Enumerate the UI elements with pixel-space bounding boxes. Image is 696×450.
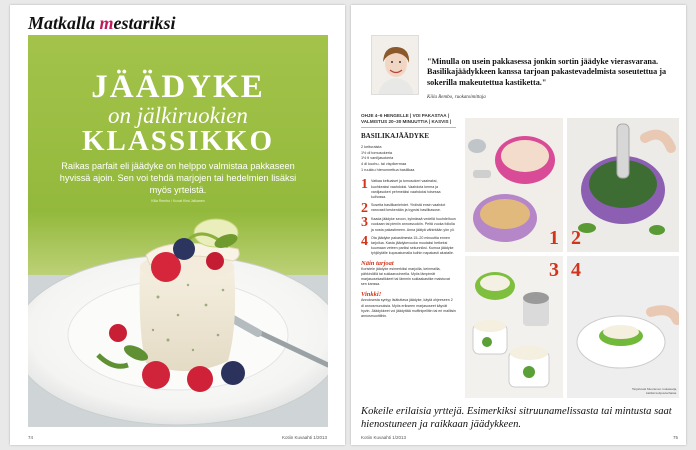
- section-title-accent: m: [99, 13, 114, 33]
- page-number-right: 75: [672, 435, 678, 440]
- pull-quote: "Minulla on usein pakkasessa jonkin sortin jäädyke vierasvarana. Basilikajäädykkeen kanssa tarjoan pakastevadelmista soseutettua ja sokerilla makeutettua kastiketta.": [427, 57, 667, 87]
- unmolding-image: [567, 256, 679, 398]
- step-text: Ota jäädyke pakastimesta 15–20 minuuttia ennen tarjoilua. Kasta jäädykevuoka muutaksi hetkeksi kuumaan veteen pariksi sekunniksi. Kumoa jäädyke tyhjiöytälle kupaustumalla kuihin napakasti alustalle.: [371, 235, 454, 256]
- page-number-left: 74: [28, 435, 34, 440]
- left-page: [10, 5, 345, 445]
- blender-image: [567, 118, 679, 252]
- magazine-spread: [10, 5, 686, 445]
- step-number: 1: [361, 177, 368, 193]
- closing-caption: Kokeile erilaisia yrttejä. Esimerkiksi sitruunamelissasta tai mintusta saat hienostuneen ja raikkaan jäädykkeen.: [361, 406, 672, 431]
- step-text: Kaada jäädyke seoon, kylmässä vedellä huuhdeltuun vuokaan tai pieniin annosvuokiin. Peitä vuoka foliolla ja nosta pakastimeen. Anna jäätyä vähintään yön yli.: [371, 217, 456, 232]
- hero-photo: [28, 35, 328, 427]
- step-photo-4: [567, 256, 679, 398]
- photo-badge-3: 3: [549, 259, 559, 281]
- ingredient-item: 2 kelturaista: [361, 145, 382, 149]
- right-page: [351, 5, 686, 445]
- ingredients-list: [361, 145, 456, 173]
- tip-title-hint: Vinkki!: [361, 291, 382, 299]
- portrait-image: [372, 36, 419, 95]
- recipe-step: [361, 201, 456, 217]
- photo-prop-credit: Tarjoiluvati Muuramen ruokasarja, kattilat kotipuutarhasta.: [631, 387, 677, 396]
- photo-badge-4: 4: [571, 259, 581, 281]
- headline: [28, 71, 328, 156]
- photo-credit: Kiila Rembo / Kuvat Kirsi Jalkanen: [151, 199, 205, 203]
- ingredient-item: 1 ruukku hienonnettua basilikaa: [361, 167, 415, 172]
- ingredient-item: 1½ tl vaniljasokeria: [361, 156, 394, 161]
- step-number: 3: [361, 215, 368, 231]
- recipe-step: [361, 179, 456, 200]
- magazine-footer-right: Kotiin Kuvaahti 1/2013: [361, 435, 407, 440]
- ingredient-item: 4 dl kuohu- tai vispikermaa: [361, 162, 407, 167]
- tip-text-serving: Koristele jäädyke esimerkiksi marjoilla, keinmailla, pähkinöillä tai suklaarouheella. Myös lämpimät marjasosekastikkeet tai lämmin suklaakastike maistuvat sen kanssa.: [361, 266, 450, 287]
- lead-paragraph: Raikas parfait eli jäädyke on helppo valmistaa pakkaseen hyvissä ajoin. Sen voi tehdä marjojen tai hedelmien lisäksi myös yrteistä.: [59, 161, 297, 195]
- recipe-step: [361, 217, 456, 233]
- photo-badge-2: 2: [571, 227, 581, 249]
- info-line-1: OHJE 4–6 HENGELLE | VOI PAKASTAA |: [361, 113, 449, 118]
- section-title-suffix: estariksi: [113, 13, 176, 33]
- step-photo-grid: [465, 118, 679, 398]
- recipe-column: [361, 132, 456, 323]
- headline-line-2: on jälkiruokien: [108, 103, 248, 128]
- step-number: 2: [361, 201, 368, 217]
- headline-line-1: JÄÄDYKE: [91, 69, 265, 105]
- author-portrait: [371, 35, 419, 95]
- headline-line-3: KLASSIKKO: [81, 125, 275, 157]
- magazine-footer-left: Kotiin Kuvaahti 1/2013: [281, 435, 327, 440]
- tip-title-serving: Näin tarjoat: [361, 259, 394, 267]
- section-title-prefix: Matkalla: [28, 13, 100, 33]
- recipe-info-bar: [361, 113, 456, 128]
- recipe-title: BASILIKAJÄÄDYKE: [361, 132, 430, 140]
- step-text: Vatkaa keltuaiset ja tomusokeri vaaleaksi, kuohkeaksi vaahdoksi. Vaahdota kerma ja vaniljasokeri pehmeäksi vaahdoksi toisessa kulhossa.: [371, 179, 441, 200]
- step-text: Sosetta basilikanlehdet. Yhdistä ensin vaahdot varovasti keskenään ja kypsisi basilikasose.: [371, 203, 446, 213]
- info-line-2: VALMISTUS 20–30 MINUUTTIA | KASVIS |: [361, 119, 452, 125]
- ingredient-item: 1½ dl tomusokeria: [361, 150, 393, 155]
- step-number: 4: [361, 233, 368, 249]
- step-photo-2: [567, 118, 679, 252]
- tip-text-hint: Annoksesta syntyy lisätuttava jäädyke, käytä ohjeeseen 2 dl annosmunuksia. Myös erikseen marjasoseet käyvät hyvin. Jäädykkeet voi jäädyttää muffinipelltiin tai eri malliisin annosmuottiihin.: [361, 298, 457, 319]
- step-photo-3: [465, 256, 563, 398]
- section-title: [28, 13, 176, 34]
- quote-author: Kiila Rembo, ruokatoimittaja: [427, 95, 486, 100]
- step-photo-1: [465, 118, 563, 252]
- recipe-step: [361, 233, 456, 257]
- photo-badge-1: 1: [549, 227, 559, 249]
